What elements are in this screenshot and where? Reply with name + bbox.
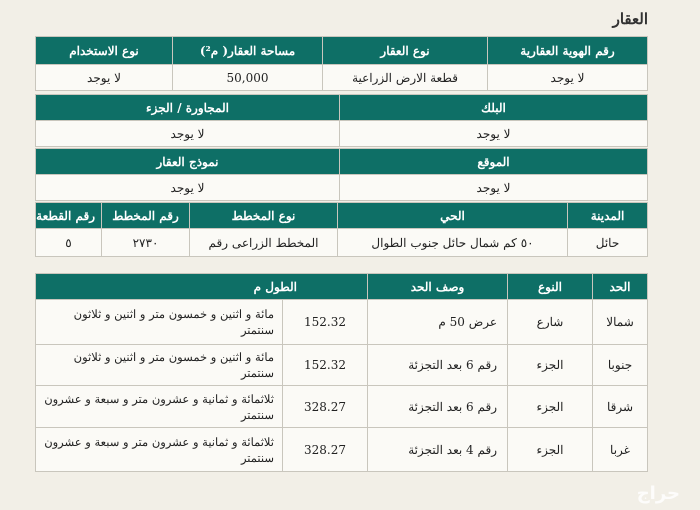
value-plot-number: ٥ [36,229,102,257]
header-plan-type: نوع المخطط [190,203,338,229]
value-property-area: 50,000 [173,65,323,91]
block-table [35,94,648,147]
table-row [35,300,647,345]
value-location: لا يوجد [340,175,648,201]
plan-table [35,202,648,257]
value-plan-type: المخطط الزراعى رقم [190,229,338,257]
value-property-type: قطعة الارض الزراعية [323,65,488,91]
header-property-id: رقم الهوية العقارية [488,37,648,65]
header-city: المدينة [568,203,648,229]
row-length: 328.27 [283,386,368,428]
row-length-text: مائة و اثنين و خمسون متر و اثنين و ثلاثون سنتمتر [35,300,282,345]
row-side: جنوبا [593,345,648,386]
row-type: شارع [508,300,593,345]
value-block: لا يوجد [340,121,648,147]
header-length: الطول م [35,274,367,300]
row-length-text: ثلاثمائة و ثمانية و عشرون متر و سبعة و عشرون سنتمتر [35,428,282,472]
property-info-table [35,36,648,91]
watermark-logo: حراج [636,483,680,504]
value-property-model: لا يوجد [36,175,340,201]
row-description: رقم 6 بعد التجزئة [368,386,508,428]
header-usage-type: نوع الاستخدام [36,37,173,65]
row-side: شرقا [593,386,648,428]
location-table [35,148,648,201]
page-title: العقار [612,10,648,28]
value-usage-type: لا يوجد [36,65,173,91]
row-side: غربا [593,428,648,472]
header-plot-number: رقم القطعة [36,203,102,229]
row-type: الجزء [508,386,593,428]
row-length: 152.32 [283,300,368,345]
row-type: الجزء [508,428,593,472]
value-neighborhood-part: لا يوجد [36,121,340,147]
header-property-area: مساحة العقار( م²) [173,37,323,65]
table-row [35,428,647,472]
row-description: رقم 4 بعد التجزئة [368,428,508,472]
row-length-text: مائة و اثنين و خمسون متر و اثنين و ثلاثون سنتمتر [35,345,282,386]
row-description: عرض 50 م [368,300,508,345]
header-district: الحي [338,203,568,229]
row-length-text: ثلاثمائة و ثمانية و عشرون متر و سبعة و عشرون سنتمتر [35,386,282,428]
header-neighborhood-part: المجاورة / الجزء [36,95,340,121]
header-side: الحد [593,274,648,300]
header-block: البلك [340,95,648,121]
header-description: وصف الحد [368,274,508,300]
header-location: الموقع [340,149,648,175]
value-city: حائل [568,229,648,257]
header-property-type: نوع العقار [323,37,488,65]
row-length: 152.32 [283,345,368,386]
row-type: الجزء [508,345,593,386]
value-plan-number: ٢٧٣٠ [102,229,190,257]
table-row [35,345,647,386]
header-property-model: نموذج العقار [36,149,340,175]
table-row [35,386,647,428]
value-district: ٥٠ كم شمال حائل جنوب الطوال [338,229,568,257]
value-property-id: لا يوجد [488,65,648,91]
row-side: شمالا [593,300,648,345]
header-type: النوع [508,274,593,300]
header-plan-number: رقم المخطط [102,203,190,229]
row-description: رقم 6 بعد التجزئة [368,345,508,386]
row-length: 328.27 [283,428,368,472]
boundaries-table [35,273,648,472]
